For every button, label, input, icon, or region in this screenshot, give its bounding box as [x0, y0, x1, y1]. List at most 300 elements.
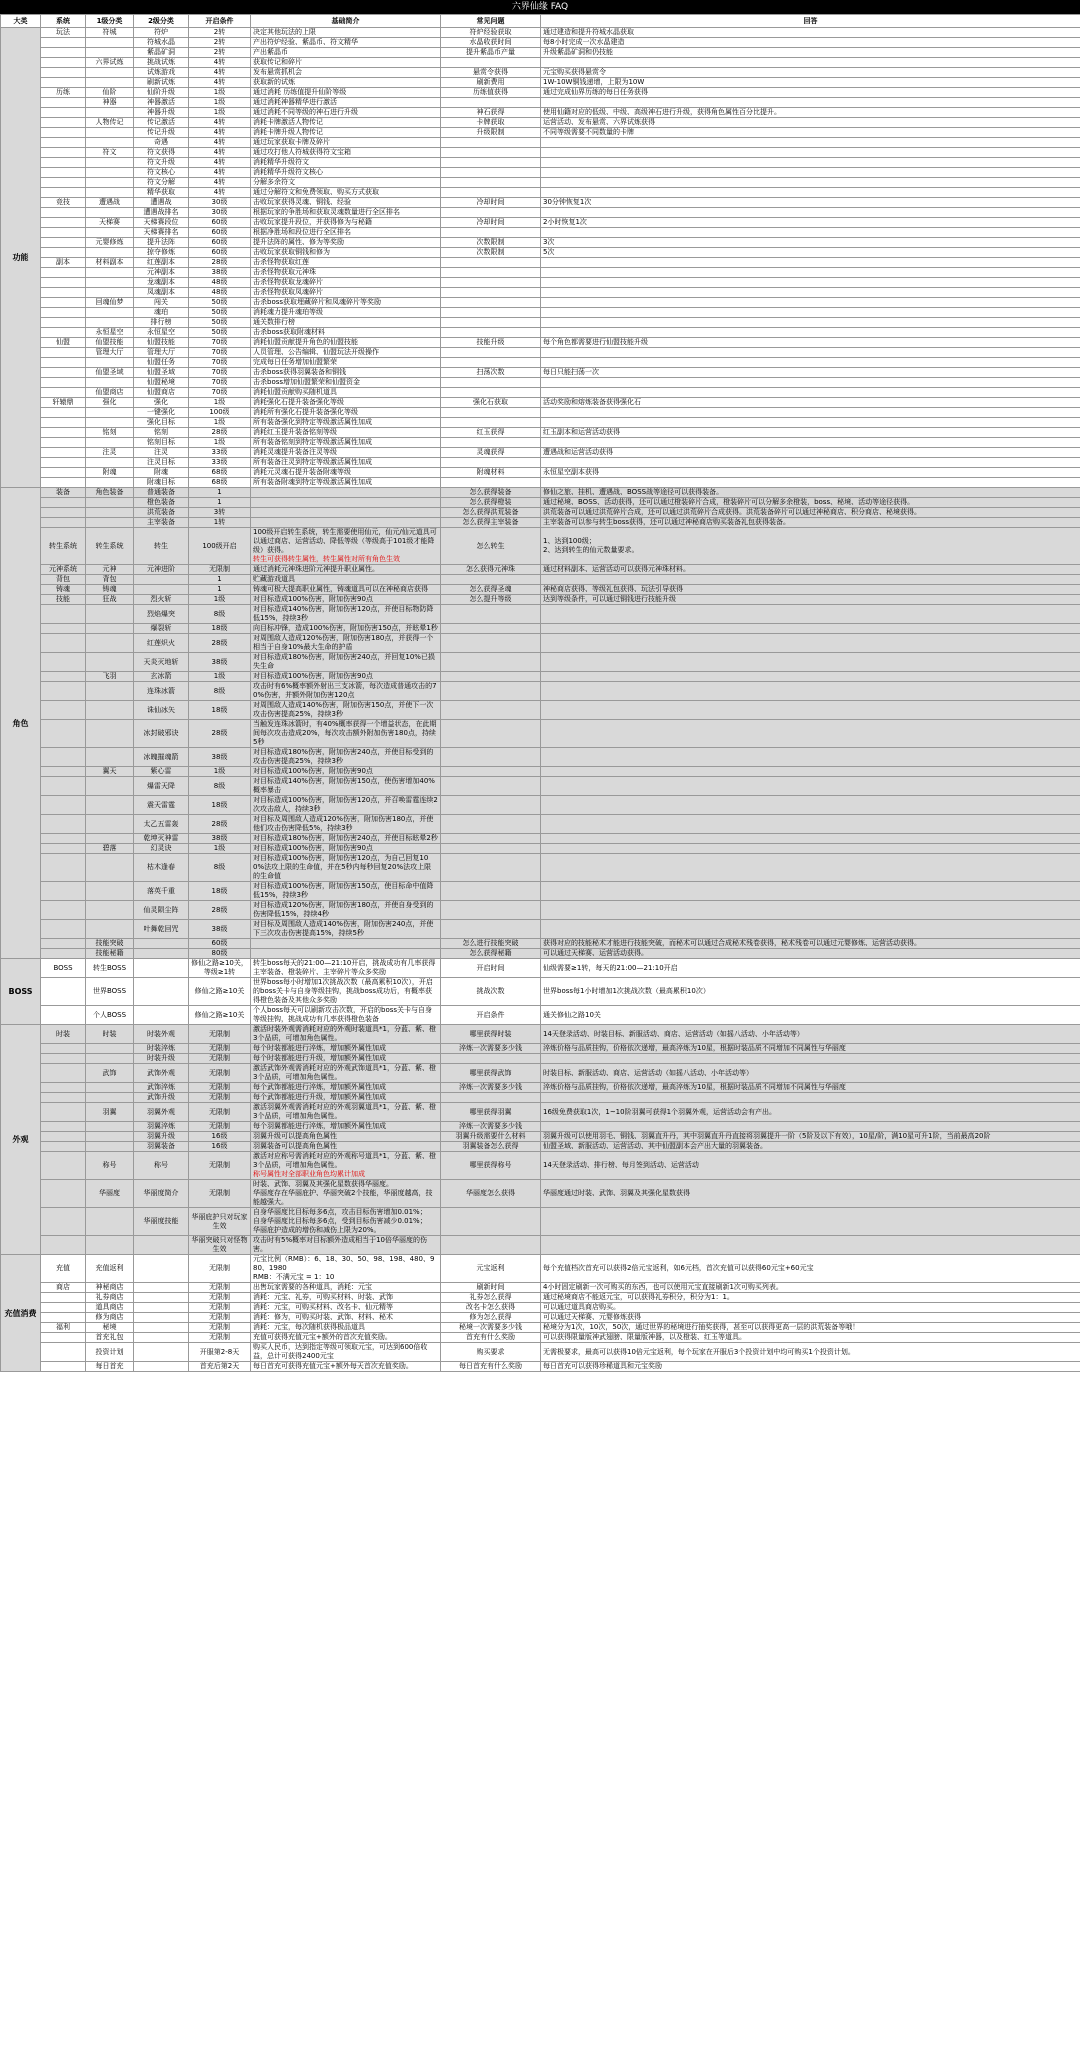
cell-question	[441, 854, 541, 882]
cell-level2: 普通装备	[134, 488, 189, 498]
cell-level2: 排行榜	[134, 318, 189, 328]
cell-level1: 修为商店	[86, 1313, 134, 1323]
cell-level1: 角色装备	[86, 488, 134, 498]
table-row	[1, 518, 1080, 528]
cell-system	[41, 248, 86, 258]
cell-level2: 凤魂副本	[134, 288, 189, 298]
cell-system	[41, 38, 86, 48]
cell-intro: 对周围敌人造成140%伤害，附加伤害150点，并使下一次攻击伤害提高25%，持续3秒	[251, 701, 441, 720]
cell-system	[41, 108, 86, 118]
cell-level2: 试炼游戏	[134, 68, 189, 78]
cell-intro: 对目标造成180%伤害，附加伤害240点，并使目标眩晕2秒	[251, 834, 441, 844]
cell-condition: 50级	[189, 328, 251, 338]
cell-level2	[134, 1006, 189, 1025]
cell-level1	[86, 498, 134, 508]
cell-answer	[541, 168, 1080, 178]
cell-answer: 通过秘境商店不能返元宝，可以获得礼券积分，积分为1：1。	[541, 1293, 1080, 1303]
table-row	[1, 218, 1080, 228]
table-row	[1, 298, 1080, 308]
cell-level1	[86, 815, 134, 834]
cell-system: 背包	[41, 575, 86, 585]
cell-answer: 秘境分为1次，10次，50次，通过世界的秘境进行抽奖获得，甚至可以获得更高一层的洪荒装备等哦！	[541, 1323, 1080, 1333]
cell-level2: 华丽度简介	[134, 1180, 189, 1208]
cell-question	[441, 834, 541, 844]
cell-answer	[541, 148, 1080, 158]
cell-level2: 乾坤灭神雷	[134, 834, 189, 844]
cell-intro: 对目标造成100%伤害，附加伤害90点	[251, 767, 441, 777]
cell-intro: 通过分解符文和免费领取、购买方式获取	[251, 188, 441, 198]
cell-system	[41, 1103, 86, 1122]
cell-condition: 60级	[189, 238, 251, 248]
cell-intro: 完成每日任务增加仙盟繁荣	[251, 358, 441, 368]
cell-question: 购买要求	[441, 1343, 541, 1362]
table-row	[1, 208, 1080, 218]
cell-level2: 注灵目标	[134, 458, 189, 468]
cell-system	[41, 468, 86, 478]
table-row	[1, 128, 1080, 138]
cell-intro: 充值可获得充值元宝+额外的首次充值奖励。	[251, 1333, 441, 1343]
cell-answer: 华丽度通过时装、武饰、羽翼及其强化星数获得	[541, 1180, 1080, 1208]
cell-level1	[86, 605, 134, 624]
cell-system	[41, 458, 86, 468]
table-row	[1, 418, 1080, 428]
cell-intro: 击败玩家获取铜钱和修为	[251, 248, 441, 258]
cell-answer	[541, 882, 1080, 901]
cell-level2: 附魂目标	[134, 478, 189, 488]
cell-answer	[541, 358, 1080, 368]
cell-intro: 产出紫晶币	[251, 48, 441, 58]
table-row	[1, 834, 1080, 844]
table-row	[1, 58, 1080, 68]
cell-system: 副本	[41, 258, 86, 268]
cell-intro: 消耗精华升级符文核心	[251, 168, 441, 178]
cell-level2	[134, 1236, 189, 1255]
cell-level2: 强化	[134, 398, 189, 408]
cell-system	[41, 605, 86, 624]
cell-system	[41, 1132, 86, 1142]
cell-answer	[541, 98, 1080, 108]
cell-question: 次数限制	[441, 248, 541, 258]
cell-level2: 仙阶升级	[134, 88, 189, 98]
cell-intro: 对目标造成140%伤害，附加伤害150点，使伤害增加40%概率暴击	[251, 777, 441, 796]
cell-level2: 符文核心	[134, 168, 189, 178]
cell-intro: 击杀怪物获取红莲	[251, 258, 441, 268]
table-row	[1, 318, 1080, 328]
cell-level1: 个人BOSS	[86, 1006, 134, 1025]
cell-level1	[86, 701, 134, 720]
cell-question: 次数限制	[441, 238, 541, 248]
cell-condition: 1	[189, 498, 251, 508]
cell-answer	[541, 854, 1080, 882]
cell-intro: 通过消耗神器精华进行激活	[251, 98, 441, 108]
cell-condition: 无限制	[189, 1293, 251, 1303]
cell-intro: 出售玩家需要的各种道具，消耗：元宝	[251, 1283, 441, 1293]
table-row	[1, 528, 1080, 565]
cell-question	[441, 701, 541, 720]
cell-intro: 激活羽翼外观需消耗对应的外观羽翼道具*1，分蓝、紫、橙3个品质，可增加角色属性。	[251, 1103, 441, 1122]
table-row	[1, 1044, 1080, 1054]
cell-question: 怎么进行技能突破	[441, 939, 541, 949]
table-row	[1, 158, 1080, 168]
cell-level2: 冰魄摧魂箭	[134, 748, 189, 767]
cell-answer: 主宰装备可以参与转生boss获得，还可以通过神秘商店购买装备礼包获得装备。	[541, 518, 1080, 528]
cell-question	[441, 98, 541, 108]
cell-level1: 元神	[86, 565, 134, 575]
cell-level2: 永恒星空	[134, 328, 189, 338]
cell-level1: 翼天	[86, 767, 134, 777]
cell-answer: 4小时固定刷新一次可购买的东西，也可以使用元宝直接刷新1次可购买列表。	[541, 1283, 1080, 1293]
table-row	[1, 1122, 1080, 1132]
table-row	[1, 288, 1080, 298]
cell-level2: 烈火斩	[134, 595, 189, 605]
cell-intro: 人员管理、公告编辑、仙盟玩法开级操作	[251, 348, 441, 358]
cell-answer	[541, 767, 1080, 777]
cell-level1	[86, 248, 134, 258]
cell-level1: 投资计划	[86, 1343, 134, 1362]
table-row	[1, 1006, 1080, 1025]
cell-system: 商店	[41, 1283, 86, 1293]
cell-intro: 当触发连珠冰箭时，有40%概率获得一个增益状态，在此期间每次攻击造成20%，每次攻击额外附加伤害180点，持续5秒	[251, 720, 441, 748]
cell-level1: 转生BOSS	[86, 959, 134, 978]
cell-system	[41, 1180, 86, 1208]
cell-level1: 六界试炼	[86, 58, 134, 68]
cell-question: 元宝返利	[441, 1255, 541, 1283]
cell-level2: 神器升级	[134, 108, 189, 118]
cell-intro: 对周围敌人造成120%伤害，附加伤害180点，并获得一个相当于自身10%最大生命的护盾	[251, 634, 441, 653]
cell-condition: 4转	[189, 58, 251, 68]
table-row	[1, 949, 1080, 959]
cell-level2	[134, 1255, 189, 1283]
cell-question	[441, 388, 541, 398]
cell-intro: 通过消耗元神珠进阶元神提升职业属性。	[251, 565, 441, 575]
cell-condition: 8级	[189, 682, 251, 701]
cell-level2: 诛仙冰矢	[134, 701, 189, 720]
cell-question: 怎么获得秘籍	[441, 949, 541, 959]
cell-condition: 38级	[189, 834, 251, 844]
cell-condition: 华丽突破只对怪物生效	[189, 1236, 251, 1255]
cell-answer: 可以通过天梯赛、运营活动获得。	[541, 949, 1080, 959]
cell-intro: 消耗魂力提升魂珀等级	[251, 308, 441, 318]
cell-condition: 无限制	[189, 1313, 251, 1323]
cell-answer	[541, 1122, 1080, 1132]
cell-condition: 2转	[189, 38, 251, 48]
table-row	[1, 1064, 1080, 1083]
cell-answer	[541, 624, 1080, 634]
cell-condition: 首充后第2天	[189, 1362, 251, 1372]
cell-intro: 攻击时有6%概率额外射出三支冰箭，每次造成普通攻击的70%伤害，并额外附加伤害120点	[251, 682, 441, 701]
cell-level1	[86, 1044, 134, 1054]
cell-system	[41, 68, 86, 78]
cell-question	[441, 358, 541, 368]
cell-system	[41, 218, 86, 228]
cell-level2: 仙盟任务	[134, 358, 189, 368]
table-row	[1, 348, 1080, 358]
cell-level2: 神器激活	[134, 98, 189, 108]
cell-system	[41, 1303, 86, 1313]
cell-intro: 羽翼装备可以提高角色属性	[251, 1142, 441, 1152]
cell-level2: 仙盟商店	[134, 388, 189, 398]
cell-answer: 无需极要求，最高可以获得10倍元宝返利，每个玩家在开服后3个投资计划中均可购买1个投资计划。	[541, 1343, 1080, 1362]
table-row	[1, 258, 1080, 268]
cell-condition: 8级	[189, 777, 251, 796]
cell-level2: 传记激活	[134, 118, 189, 128]
cell-system	[41, 978, 86, 1006]
table-row	[1, 168, 1080, 178]
cell-level2: 精华获取	[134, 188, 189, 198]
cell-system	[41, 682, 86, 701]
cell-system	[41, 1083, 86, 1093]
cell-system	[41, 78, 86, 88]
cell-system	[41, 1122, 86, 1132]
cell-question: 怎么获得圣魂	[441, 585, 541, 595]
table-row	[1, 68, 1080, 78]
cell-condition: 无限制	[189, 1054, 251, 1064]
cell-system	[41, 368, 86, 378]
cell-intro: 消耗精华升级符文	[251, 158, 441, 168]
cell-question	[441, 348, 541, 358]
cell-system	[41, 624, 86, 634]
cell-level1	[86, 1122, 134, 1132]
cell-level2: 冰封破邪诀	[134, 720, 189, 748]
cell-system	[41, 634, 86, 653]
cell-condition: 38级	[189, 268, 251, 278]
cell-question: 灵魂获得	[441, 448, 541, 458]
cell-condition: 开服第2-8天	[189, 1343, 251, 1362]
cell-level2: 橙色装备	[134, 498, 189, 508]
cell-intro: 对目标造成100%伤害，附加伤害90点	[251, 595, 441, 605]
cell-intro: 元宝比例（RMB）：6、18、30、50、98、198、480、980、1980 RMB：不满元宝 = 1：10	[251, 1255, 441, 1283]
cell-level2: 天炎灭地斩	[134, 653, 189, 672]
cell-system: 历练	[41, 88, 86, 98]
cell-question: 礼券怎么获得	[441, 1293, 541, 1303]
table-row	[1, 796, 1080, 815]
cell-condition: 28级	[189, 258, 251, 268]
table-row	[1, 815, 1080, 834]
table-row	[1, 1208, 1080, 1236]
cell-intro: 消耗：元宝，每次随机获得极品道具	[251, 1323, 441, 1333]
table-row	[1, 308, 1080, 318]
cell-level1	[86, 1093, 134, 1103]
cell-level1	[86, 796, 134, 815]
cell-level1: 仙盟商店	[86, 388, 134, 398]
table-row	[1, 388, 1080, 398]
cell-system: 仙盟	[41, 338, 86, 348]
cell-level2: 主宰装备	[134, 518, 189, 528]
cell-condition: 修仙之路≥10关	[189, 1006, 251, 1025]
cell-intro: 消耗：元宝、礼券，可购买材料、时装、武饰	[251, 1293, 441, 1303]
cell-level2: 刷新试炼	[134, 78, 189, 88]
cell-intro: 通过消耗 历练值提升仙阶等级	[251, 88, 441, 98]
cell-system	[41, 228, 86, 238]
cell-system	[41, 1293, 86, 1303]
cell-level2	[134, 959, 189, 978]
cell-level2: 提升法阵	[134, 238, 189, 248]
cell-level2: 仙盟秘境	[134, 378, 189, 388]
cell-answer: 通过建造和提升符城水晶获取	[541, 28, 1080, 38]
cell-answer	[541, 328, 1080, 338]
table-row	[1, 1142, 1080, 1152]
cell-level2: 铭刻目标	[134, 438, 189, 448]
section-category: 外观	[1, 1025, 41, 1255]
cell-level1	[86, 458, 134, 468]
cell-intro: 击杀boss获得羽翼装备和铜钱	[251, 368, 441, 378]
cell-level2: 洪荒装备	[134, 508, 189, 518]
cell-level1: 符文	[86, 148, 134, 158]
cell-intro: 击杀怪物获取凤魂碎片	[251, 288, 441, 298]
faq-table	[0, 14, 1080, 1372]
cell-answer	[541, 701, 1080, 720]
cell-condition: 无限制	[189, 1122, 251, 1132]
cell-level2: 铭刻	[134, 428, 189, 438]
cell-system: 元神系统	[41, 565, 86, 575]
cell-question	[441, 920, 541, 939]
cell-question	[441, 58, 541, 68]
cell-answer	[541, 1236, 1080, 1255]
section-category: 角色	[1, 488, 41, 959]
cell-condition: 4转	[189, 188, 251, 198]
cell-question: 修为怎么获得	[441, 1313, 541, 1323]
cell-level1	[86, 682, 134, 701]
cell-level1	[86, 777, 134, 796]
cell-level2: 魂珀	[134, 308, 189, 318]
cell-question: 华丽度怎么获得	[441, 1180, 541, 1208]
cell-level2	[134, 1313, 189, 1323]
cell-condition: 4转	[189, 148, 251, 158]
cell-condition: 无限制	[189, 1064, 251, 1083]
cell-intro: 获取新的试炼	[251, 78, 441, 88]
cell-intro: 对目标及周围敌人造成120%伤害，附加伤害180点，并使他们攻击伤害降低5%，持续3秒	[251, 815, 441, 834]
cell-condition: 1	[189, 488, 251, 498]
cell-question: 哪里获得时装	[441, 1025, 541, 1044]
cell-question: 提升紫晶币产量	[441, 48, 541, 58]
cell-level2: 掠夺修炼	[134, 248, 189, 258]
cell-question	[441, 278, 541, 288]
cell-condition: 1级	[189, 595, 251, 605]
cell-system: 玩法	[41, 28, 86, 38]
cell-question	[441, 298, 541, 308]
cell-intro: 消耗灵魂提升装备注灵等级	[251, 448, 441, 458]
cell-level1: 仙盟技能	[86, 338, 134, 348]
cell-answer	[541, 1208, 1080, 1236]
cell-answer	[541, 653, 1080, 672]
cell-level1: 背包	[86, 575, 134, 585]
header-row	[1, 15, 1080, 28]
cell-intro	[251, 939, 441, 949]
table-row	[1, 1236, 1080, 1255]
cell-answer: 仙盟圣域、新服活动、运营活动、其中仙盟副本会产出大量的羽翼装备。	[541, 1142, 1080, 1152]
cell-system	[41, 378, 86, 388]
table-row	[1, 378, 1080, 388]
cell-level2: 元神副本	[134, 268, 189, 278]
cell-system	[41, 478, 86, 488]
cell-level2: 幻灵诀	[134, 844, 189, 854]
cell-answer: 世界boss每1小时增加1次挑战次数（最高累积10次）	[541, 978, 1080, 1006]
cell-level1	[86, 408, 134, 418]
cell-answer: 羽翼升级可以使用羽毛、铜钱、羽翼直升丹，其中羽翼直升丹直接将羽翼提升一阶（5阶及以下有效），10星/阶，满10星可升1阶，当前最高20阶	[541, 1132, 1080, 1142]
cell-level2: 武饰升级	[134, 1093, 189, 1103]
cell-level1	[86, 653, 134, 672]
table-row	[1, 901, 1080, 920]
cell-system: 技能	[41, 595, 86, 605]
cell-condition: 1级	[189, 398, 251, 408]
cell-system	[41, 1343, 86, 1362]
cell-condition: 80级	[189, 949, 251, 959]
cell-answer	[541, 208, 1080, 218]
cell-system	[41, 98, 86, 108]
cell-question: 哪里获得武饰	[441, 1064, 541, 1083]
cell-question: 红玉获得	[441, 428, 541, 438]
cell-question	[441, 777, 541, 796]
cell-level2: 符文分解	[134, 178, 189, 188]
cell-level1	[86, 901, 134, 920]
cell-condition: 4转	[189, 138, 251, 148]
cell-answer	[541, 844, 1080, 854]
cell-level2	[134, 978, 189, 1006]
cell-question: 改名卡怎么获得	[441, 1303, 541, 1313]
cell-answer: 通过材料副本、运营活动可以获得元神珠材料。	[541, 565, 1080, 575]
cell-level1	[86, 1236, 134, 1255]
table-row	[1, 238, 1080, 248]
cell-answer	[541, 634, 1080, 653]
cell-level1	[86, 308, 134, 318]
cell-level2: 闯关	[134, 298, 189, 308]
cell-level1: 遭遇战	[86, 198, 134, 208]
cell-system	[41, 1142, 86, 1152]
table-row	[1, 358, 1080, 368]
cell-level1: 飞羽	[86, 672, 134, 682]
cell-condition: 1级	[189, 108, 251, 118]
cell-level2: 转生	[134, 528, 189, 565]
cell-system	[41, 128, 86, 138]
cell-condition: 2转	[189, 28, 251, 38]
cell-answer	[541, 682, 1080, 701]
cell-system	[41, 701, 86, 720]
cell-system	[41, 1362, 86, 1372]
cell-answer	[541, 438, 1080, 448]
cell-level1	[86, 1132, 134, 1142]
cell-condition: 1	[189, 575, 251, 585]
table-row	[1, 1333, 1080, 1343]
cell-intro: 消耗仙盟贡献购买随机道具	[251, 388, 441, 398]
cell-question: 每日首充有什么奖励	[441, 1362, 541, 1372]
cell-level2: 紫晶矿洞	[134, 48, 189, 58]
cell-level2: 武饰淬炼	[134, 1083, 189, 1093]
cell-system	[41, 672, 86, 682]
table-row	[1, 38, 1080, 48]
cell-intro: 击杀boss获取附魂材料	[251, 328, 441, 338]
table-row	[1, 438, 1080, 448]
cell-question	[441, 720, 541, 748]
cell-condition: 18级	[189, 882, 251, 901]
cell-level2: 符文升级	[134, 158, 189, 168]
cell-question: 淬炼一次需要多少钱	[441, 1044, 541, 1054]
cell-condition: 70级	[189, 378, 251, 388]
cell-intro	[251, 518, 441, 528]
cell-answer	[541, 777, 1080, 796]
cell-answer: 5次	[541, 248, 1080, 258]
cell-condition: 1级	[189, 438, 251, 448]
cell-condition: 1	[189, 585, 251, 595]
cell-answer	[541, 920, 1080, 939]
table-row	[1, 198, 1080, 208]
cell-question	[441, 478, 541, 488]
cell-level1	[86, 418, 134, 428]
cell-system	[41, 278, 86, 288]
cell-question: 卡牌获取	[441, 118, 541, 128]
cell-question: 怎么获得洪荒装备	[441, 508, 541, 518]
cell-level1	[86, 188, 134, 198]
cell-intro: 消耗：修为，可购买时装、武饰、材料、秘术	[251, 1313, 441, 1323]
